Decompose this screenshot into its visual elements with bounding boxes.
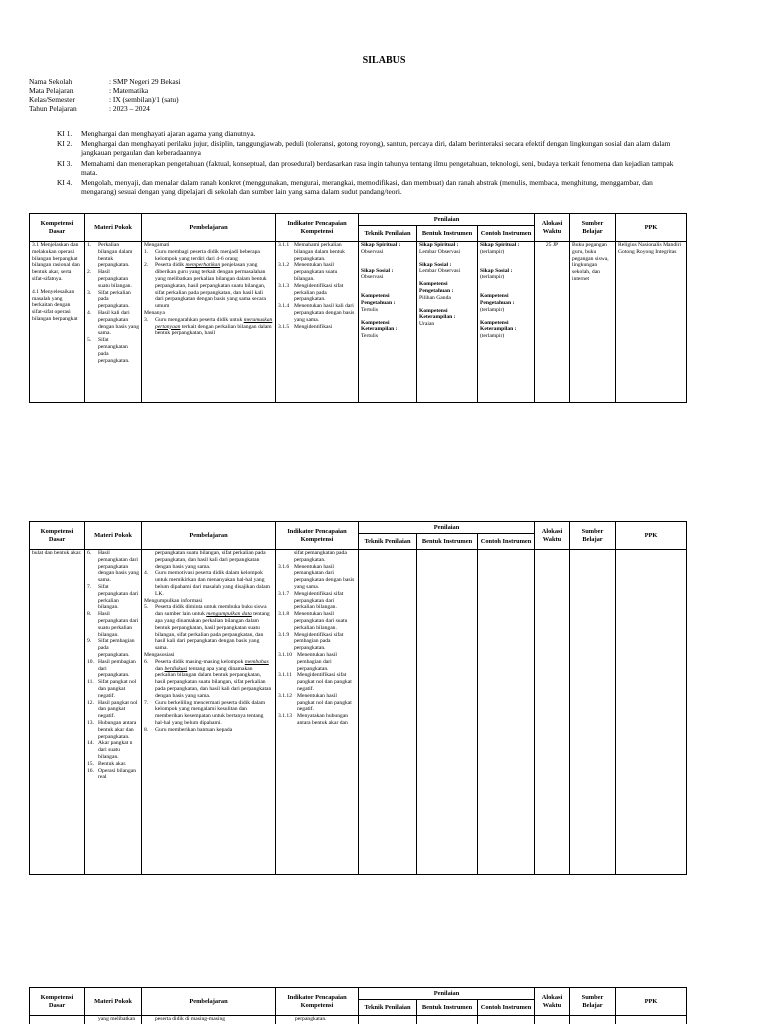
syllabus-table-1 <box>29 213 687 403</box>
header-ppk: PPK <box>616 522 687 550</box>
indikator-cell: perpangkatan. <box>276 1016 359 1024</box>
core-competencies <box>57 129 689 197</box>
list-item: 4. Hasil kali dari perpangkatan dengan basis yang sama. <box>87 309 140 337</box>
teknik-cell <box>359 1016 417 1024</box>
list-item: 3.1.8 Menentukan hasil perpangkatan dari suatu perkalian bilangan. <box>278 611 348 631</box>
list-item: 5. Sifat pemangkatan pada perpangkatan. <box>87 337 130 364</box>
ki-code: KI 2. <box>57 139 73 149</box>
materi-cell: yang melibatkan <box>85 1016 142 1024</box>
ki-code: KI 4. <box>57 178 73 188</box>
pembelajaran-cell: peserta didik di masing-masing <box>142 1016 276 1024</box>
list-item: 8. Guru memberikan bantuan kepada <box>144 726 233 733</box>
list-item: 15. Bentuk akar. <box>87 760 127 767</box>
alokasi-cell: 25 JP <box>535 242 570 403</box>
list-item: 3.1.11 Mengidentifikasi sifat pangkat nol dan pangkat negatif. <box>278 672 352 692</box>
header-sumber-belajar: Sumber Belajar <box>570 522 616 550</box>
header-alokasi-waktu: Alokasi Waktu <box>535 214 570 242</box>
list-item: 3.1.4 Menentukan hasil kali dari perpangkatan dengan basis yang sama. <box>278 303 355 323</box>
header-kompetensi-dasar: Kompetensi Dasar <box>30 522 85 550</box>
ppk-cell <box>616 1016 687 1024</box>
header-ppk: PPK <box>616 988 687 1016</box>
header-indikator: Indikator Pencapaian Kompetensi <box>276 214 359 242</box>
header-indikator: Indikator Pencapaian Kompetensi <box>276 988 359 1016</box>
materi-cell <box>85 550 142 875</box>
contoh-cell <box>478 1016 535 1024</box>
page-title: SILABUS <box>362 55 406 66</box>
list-item: 10. Hasil pembagian dari perpangkatan. <box>87 658 136 679</box>
list-item: 6. Hasil pemangkatan dari perpangkatan dengan basis yang sama. <box>87 550 140 584</box>
kd-cell <box>30 1016 85 1024</box>
ki-code: KI 1. <box>57 129 73 138</box>
info-value: : SMP Negeri 29 Bekasi <box>109 77 181 86</box>
contoh-cell <box>478 550 535 875</box>
kd-cell <box>30 242 85 403</box>
info-value: : IX (sembilan)/1 (satu) <box>109 95 179 104</box>
header-teknik: Teknik Penilaian <box>359 226 417 242</box>
list-item: 3. Sifat perkalian pada perpangkatan. <box>87 289 131 310</box>
list-item: 7. Sifat perpangkatan dari perkalian bilangan. <box>87 583 139 611</box>
alokasi-cell <box>535 1016 570 1024</box>
indikator-cell <box>276 242 359 403</box>
header-materi-pokok: Materi Pokok <box>85 522 142 550</box>
header-pembelajaran: Pembelajaran <box>142 214 276 242</box>
info-label: Kelas/Semester <box>29 95 75 104</box>
school-info <box>29 77 181 113</box>
bentuk-cell <box>417 550 478 875</box>
header-contoh: Contoh Instrumen <box>478 226 535 242</box>
materi-cell <box>85 242 142 403</box>
header-penilaian: Penilaian <box>359 522 535 534</box>
header-materi-pokok: Materi Pokok <box>85 988 142 1016</box>
list-item: 11. Sifat pangkat nol dan pangkat negatif. <box>87 679 137 699</box>
list-item: 3.1.7 Mengidentifikasi sifat perpangkatan dari perkalian bilangan. <box>278 590 344 611</box>
ki-item <box>57 139 689 157</box>
list-item: 9. Sifat pembagian pada perpangkatan. <box>87 638 135 658</box>
list-item: 3.1.9 Mengidentifikasi sifat pembagian pada perpangkatan. <box>278 631 344 652</box>
syllabus-table-2 <box>29 521 687 875</box>
ppk-cell: Religius Nasionalis Mandiri Gotong Royong Integritas <box>616 242 687 403</box>
header-bentuk: Bentuk Instrumen <box>417 226 478 242</box>
header-pembelajaran: Pembelajaran <box>142 988 276 1016</box>
header-contoh: Contoh Instrumen <box>478 1000 535 1016</box>
kd-text: 3.1 Menjelaskan dan melakukan operasi bilangan berpangkat bilangan rasional dan bentuk akar, serta sifat-sifatnya. <box>32 242 80 282</box>
info-label: Tahun Pelajaran <box>29 104 77 113</box>
list-item: 3.1.3 Mengidentifikasi sifat perkalian pada perpangkatan. <box>278 282 344 303</box>
list-item: 3.1.6 Menentukan hasil pemangkatan dari perpangkatan dengan basis yang sama. <box>278 563 355 590</box>
list-item: 3.1.10 Menentukan hasil pembagian dari perpangkatan. <box>278 651 337 672</box>
bentuk-cell <box>417 1016 478 1024</box>
header-materi-pokok: Materi Pokok <box>85 214 142 242</box>
list-item: 3.1.12 Menentukan hasil pangkat nol dan pangkat negatif. <box>278 692 352 713</box>
school-info-row <box>29 95 181 104</box>
list-item: 3. Guru mengarahkan peserta didik untuk merumuskan pertanyaan terkait dengan perkalian bilangan dalam bentuk perpangkatan, hasil <box>144 316 273 337</box>
list-item: 7. Guru berkeliling mencermati peserta didik dalam kelompok yang mengalami kesulitan dan memberikan kesempatan untuk bertanya tentang hal-hal yang belum dipahami. <box>144 699 266 726</box>
contoh-cell: Sikap Spiritual : (terlampir) Sikap Sosial : (terlampir) Kompetensi Pengetahuan : (terlampir) Kompetensi Keterampilan : (terlampir) <box>478 242 535 403</box>
header-sumber-belajar: Sumber Belajar <box>570 214 616 242</box>
activity-heading: Mengumpulkan informasi <box>144 597 203 604</box>
school-info-row <box>29 77 181 86</box>
pembelajaran-cell <box>142 242 276 403</box>
header-indikator: Indikator Pencapaian Kompetensi <box>276 522 359 550</box>
header-bentuk: Bentuk Instrumen <box>417 534 478 550</box>
ppk-cell <box>616 550 687 875</box>
list-item: 1. Guru membagi peserta didik menjadi beberapa kelompok yang terdiri dari 4-6 orang <box>144 248 260 262</box>
ki-text: Memahami dan menerapkan pengetahuan (faktual, konseptual, dan prosedural) berdasarkan rasa ingin tahunya tentang ilmu pengetahuan, teknologi, seni, budaya terkait fenomena dan kejadian tampak mata. <box>81 158 674 177</box>
alokasi-cell <box>535 550 570 875</box>
ki-text: Menghargai dan menghayati perilaku jujur, disiplin, tanggungjawab, peduli (toleransi, gotong royong), santun, percaya diri, dalam berinteraksi secara efektif dengan lingkungan sosial dan alam dalam jangkauan pergaulan dan keberadaannya <box>81 139 671 158</box>
teknik-cell: Sikap Spiritual : Observasi Sikap Sosial : Observasi Kompetensi Pengetahuan : Tertulis Kompetensi Keterampilan : Tertulis <box>359 242 417 403</box>
kd-cell: bulat dan bentuk akar. <box>30 550 85 875</box>
indikator-text: sifat pemangkatan pada perpangkatan. <box>294 550 347 563</box>
list-item: 1. Perkalian bilangan dalam bentuk perpangkatan. <box>87 242 133 269</box>
ki-text: Menghargai dan menghayati ajaran agama yang dianutnya. <box>81 129 256 138</box>
list-item: 3.1.1 Memahami perkalian bilangan dalam bentuk perpangkatan. <box>278 242 345 262</box>
ki-item <box>57 129 689 138</box>
ki-item <box>57 178 689 196</box>
list-item: 2. Peserta didik memperhatikan penjelasan yang diberikan guru yang terkait dengan permasalahan yang melibatkan perkalian bilangan dalam bentuk perpangkatan, hasil perpangkatan suatu bilangan, sifat perkalian pada perpangkatan, dan hasil kali dari perpangkatan dengan basis yang sama secara umum <box>144 262 267 310</box>
list-item: 16. Operasi bilangan real <box>87 767 137 781</box>
header-contoh: Contoh Instrumen <box>478 534 535 550</box>
sumber-cell <box>570 1016 616 1024</box>
ki-item <box>57 159 689 177</box>
list-item: 3.1.13 Menyatakan hubungan antara bentuk akar dan <box>278 713 349 726</box>
info-value: : 2023 – 2024 <box>109 104 150 113</box>
activity-heading: Mengamati <box>144 242 170 248</box>
indikator-cell <box>276 550 359 875</box>
activity-heading: Menanya <box>144 309 165 316</box>
info-value: : Matematika <box>109 86 149 95</box>
header-kompetensi-dasar: Kompetensi Dasar <box>30 214 85 242</box>
kd-text: 4.1 Menyelesaikan masalah yang berkaitan dengan sifat-sifat operasi bilangan berpangkat <box>32 288 78 322</box>
list-item: 6. Peserta didik masing-masing kelompok membahas dan berdiskusi tentang apa yang dinamakan perkalian bilangan dalam bentuk perpangkatan, hasil perpangkatan suatu bilangan, sifat perkalian pada perpangkatan, dan hasil kali dari perpangkatan dengan basis yang sama. <box>144 658 272 699</box>
header-kompetensi-dasar: Kompetensi Dasar <box>30 988 85 1016</box>
bentuk-cell: Sikap Spiritual : Lembar Observasi Sikap Sosial : Lembar Observasi Kompetensi Pengetahuan : Pilihan Ganda Kompetensi Keterampilan : Uraian <box>417 242 478 403</box>
list-item: 12. Hasil pangkat nol dan pangkat negatif. <box>87 699 138 720</box>
header-teknik: Teknik Penilaian <box>359 534 417 550</box>
header-teknik: Teknik Penilaian <box>359 1000 417 1016</box>
header-alokasi-waktu: Alokasi Waktu <box>535 988 570 1016</box>
school-info-row <box>29 104 181 113</box>
header-bentuk: Bentuk Instrumen <box>417 1000 478 1016</box>
info-label: Nama Sekolah <box>29 77 73 86</box>
activity-heading: Mengasosiasi <box>144 651 175 658</box>
header-sumber-belajar: Sumber Belajar <box>570 988 616 1016</box>
list-item: 3.1.2 Menentukan hasil perpangkatan suatu bilangan. <box>278 262 338 282</box>
list-item: 14. Akar pangkat n dari suatu bilangan. <box>87 740 133 760</box>
ki-code: KI 3. <box>57 158 73 168</box>
school-info-row <box>29 86 181 95</box>
pembelajaran-cell <box>142 550 276 875</box>
list-item: 8. Hasil perpangkatan dari suatu perkalian bilangan. <box>87 611 139 638</box>
header-penilaian: Penilaian <box>359 988 535 1000</box>
syllabus-table-3 <box>29 987 687 1024</box>
list-item: 5. Peserta didik diminta untuk membuka buku siswa dan sumber lain untuk mengumpulkan data tentang apa yang dinamakan perkalian bilangan dalam bentuk perpangkatan, hasil perpangkatan suatu bilangan, sifat perkalian pada perpangkatan, dan hasil kali dari perpangkatan dengan basis yang sama. <box>144 604 270 652</box>
header-penilaian: Penilaian <box>359 214 535 226</box>
header-ppk: PPK <box>616 214 687 242</box>
teknik-cell <box>359 550 417 875</box>
ki-text: Mengolah, menyaji, dan menalar dalam ranah konkret (menggunakan, mengurai, merangkai, memodifikasi, dan membuat) dan ranah abstrak (menulis, membaca, menghitung, menggambar, dan mengarang) sesuai dengan yang dipelajari di sekolah dan sumber lain yang sama dalam sudut pandang/teori. <box>81 178 653 197</box>
info-label: Mata Pelajaran <box>29 86 74 95</box>
header-pembelajaran: Pembelajaran <box>142 522 276 550</box>
header-alokasi-waktu: Alokasi Waktu <box>535 522 570 550</box>
sumber-cell <box>570 550 616 875</box>
list-item: 4. Guru memotivasi peserta didik dalam kelompok untuk memikirkan dan menanyakan hal-hal yang belum dipahami dari masalah yang disajikan dalam LK. <box>144 570 270 597</box>
sumber-cell: Buku pegangan guru, buku pegangan siswa, lingkungan sekolah, dan internet <box>570 242 616 403</box>
list-item: 2. Hasil perpangkatan suatu bilangan. <box>87 269 132 289</box>
list-item: 3.1.5 Mengidentifikasi <box>278 323 333 330</box>
activity-text: perpangkatan suatu bilangan, sifat perkalian pada perpangkatan, dan hasil kali dari perpangkatan dengan basis yang sama. <box>155 550 266 570</box>
list-item: 13. Hubungan antara bentuk akar dan perpangkatan. <box>87 719 137 740</box>
